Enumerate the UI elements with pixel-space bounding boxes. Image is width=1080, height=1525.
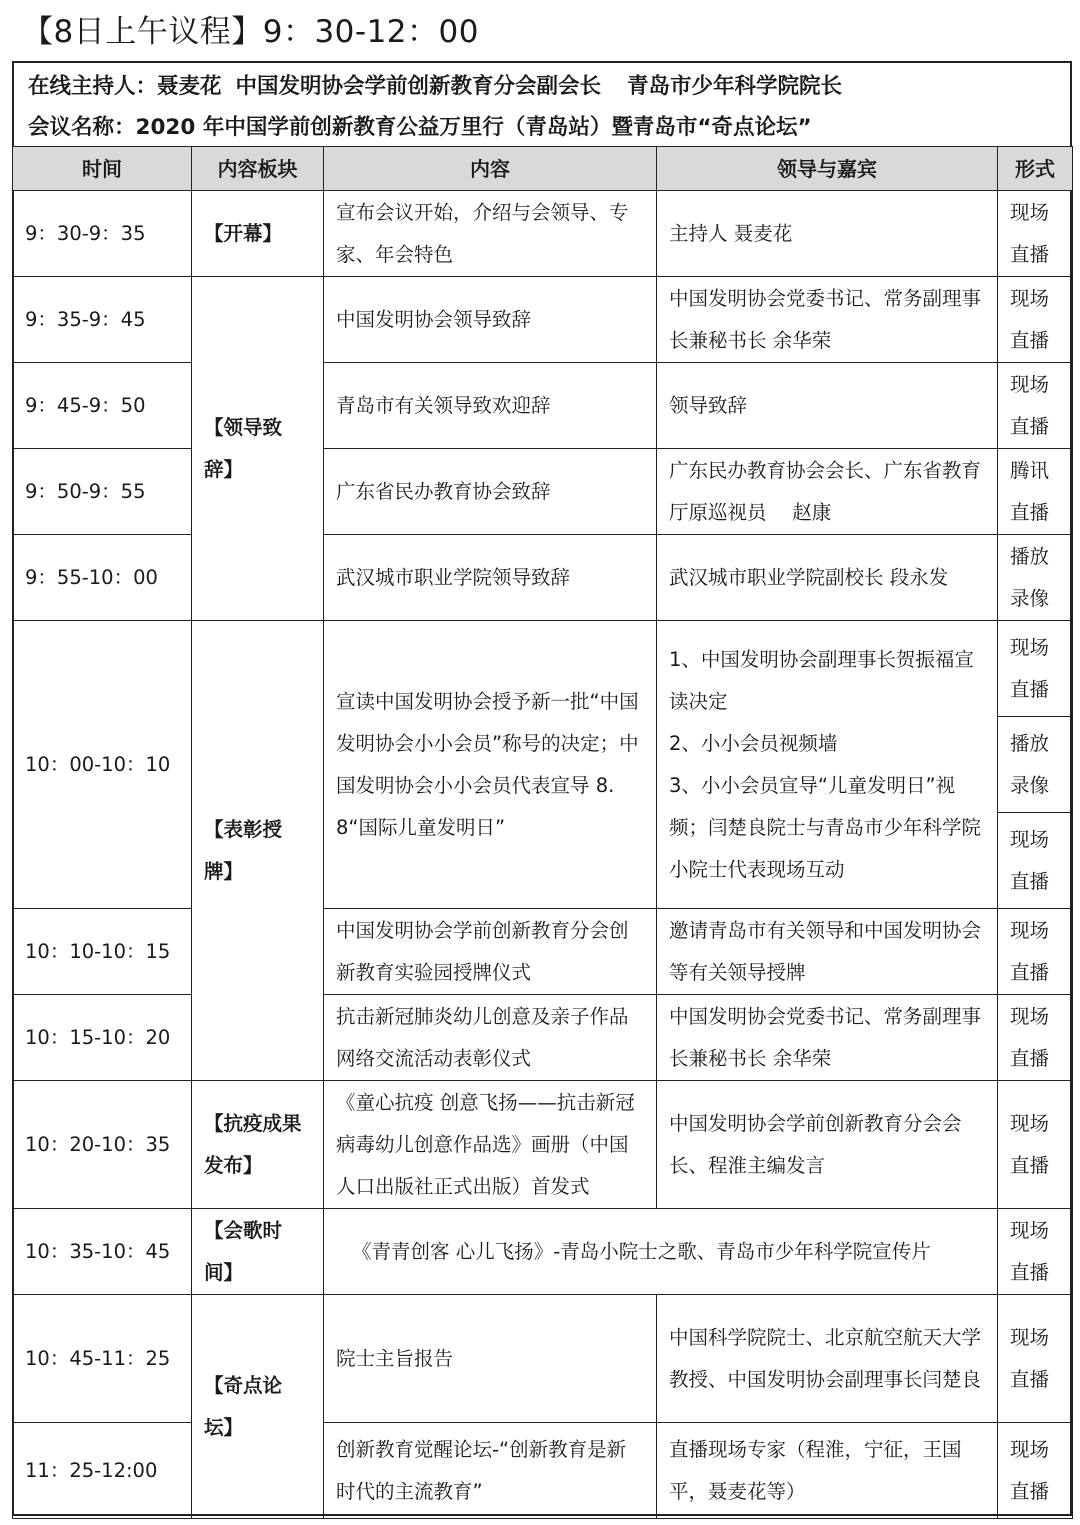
- meeting-name: 2020 年中国学前创新教育公益万里行（青岛站）暨青岛市“奇点论坛”: [135, 115, 812, 140]
- header-form: 形式: [998, 147, 1073, 191]
- row-time: 9：55-10：00: [13, 535, 192, 621]
- row-form: 现场直播: [998, 813, 1073, 909]
- row-content: 宣读中国发明协会授予新一批“中国发明协会小小会员”称号的决定；中国发明协会小小会员代表宣导 8.8“国际儿童发明日”: [324, 621, 657, 909]
- row-time: 10：45-11：25: [13, 1295, 192, 1423]
- host-line: [28, 69, 842, 100]
- meeting-label: 会议名称：: [28, 115, 136, 140]
- row-form: 播放录像: [998, 535, 1073, 621]
- page-title: 【8日上午议程】9：30-12：00: [22, 14, 479, 50]
- table-row: [13, 363, 1073, 449]
- header-content: 内容: [324, 147, 657, 191]
- table-row: [13, 191, 1073, 277]
- row-form: 现场直播: [998, 1081, 1073, 1209]
- table-row: [13, 909, 1073, 995]
- block-award: 【表彰授牌】: [192, 621, 324, 1081]
- table-row: [13, 995, 1073, 1081]
- row-guest: 武汉城市职业学院副校长 段永发: [657, 535, 998, 621]
- header-block: 内容板块: [192, 147, 324, 191]
- row-content: 抗击新冠肺炎幼儿创意及亲子作品网络交流活动表彰仪式: [324, 995, 657, 1081]
- row-content: 武汉城市职业学院领导致辞: [324, 535, 657, 621]
- row-form: 现场直播: [998, 621, 1073, 717]
- block-song: 【会歌时间】: [192, 1209, 324, 1295]
- row-time: 10：35-10：45: [13, 1209, 192, 1295]
- row-content: 中国发明协会学前创新教育分会创新教育实验园授牌仪式: [324, 909, 657, 995]
- block-open: 【开幕】: [192, 191, 324, 277]
- row-guest: 主持人 聂麦花: [657, 191, 998, 277]
- row-form: 现场直播: [998, 995, 1073, 1081]
- row-form: 播放录像: [998, 717, 1073, 813]
- row-guest: 中国科学院院士、北京航空航天大学教授、中国发明协会副理事长闫楚良: [657, 1295, 998, 1423]
- row-content: 青岛市有关领导致欢迎辞: [324, 363, 657, 449]
- row-time: 10：00-10：10: [13, 621, 192, 909]
- meeting-line: [28, 110, 812, 141]
- block-forum: 【奇点论坛】: [192, 1295, 324, 1519]
- row-guest: 中国发明协会党委书记、常务副理事长兼秘书长 余华荣: [657, 995, 998, 1081]
- row-time: 11：25-12:00: [13, 1423, 192, 1519]
- row-time: 10：10-10：15: [13, 909, 192, 995]
- block-speech: 【领导致辞】: [192, 277, 324, 621]
- host-name: 聂麦花: [157, 74, 222, 99]
- row-guest: 领导致辞: [657, 363, 998, 449]
- table-row: [13, 277, 1073, 363]
- row-guest: 1、中国发明协会副理事长贺振福宣读决定 2、小小会员视频墙 3、小小会员宣导“儿童发明日”视频；闫楚良院士与青岛市少年科学院小院士代表现场互动: [657, 621, 998, 909]
- row-guest: 广东民办教育协会会长、广东省教育厅原巡视员 赵康: [657, 449, 998, 535]
- row-form: 现场直播: [998, 1209, 1073, 1295]
- row-content: 院士主旨报告: [324, 1295, 657, 1423]
- table-row: [13, 1209, 1073, 1295]
- header-guest: 领导与嘉宾: [657, 147, 998, 191]
- row-time: 9：45-9：50: [13, 363, 192, 449]
- row-guest: 直播现场专家（程淮，宁征，王国平，聂麦花等）: [657, 1423, 998, 1519]
- table-row: [13, 535, 1073, 621]
- table-row: [13, 621, 1073, 717]
- host-title-2: 青岛市少年科学院院长: [627, 74, 843, 99]
- row-form: 现场直播: [998, 909, 1073, 995]
- row-form: 腾讯直播: [998, 449, 1073, 535]
- row-form: 现场直播: [998, 191, 1073, 277]
- row-guest: 中国发明协会党委书记、常务副理事长兼秘书长 余华荣: [657, 277, 998, 363]
- row-content: 《青青创客 心儿飞扬》-青岛小院士之歌、青岛市少年科学院宣传片: [324, 1209, 998, 1295]
- row-form: 现场直播: [998, 1295, 1073, 1423]
- header-time: 时间: [13, 147, 192, 191]
- row-content: 宣布会议开始，介绍与会领导、专家、年会特色: [324, 191, 657, 277]
- row-content: 《童心抗疫 创意飞扬——抗击新冠病毒幼儿创意作品选》画册（中国人口出版社正式出版）首发式: [324, 1081, 657, 1209]
- row-form: 现场直播: [998, 1423, 1073, 1519]
- block-epidemic: 【抗疫成果发布】: [192, 1081, 324, 1209]
- table-row: [13, 1423, 1073, 1519]
- table-row: [13, 1295, 1073, 1423]
- table-row: [13, 449, 1073, 535]
- host-title-1: 中国发明协会学前创新教育分会副会长: [235, 74, 602, 99]
- table-row: [13, 1081, 1073, 1209]
- row-content: 创新教育觉醒论坛-“创新教育是新时代的主流教育”: [324, 1423, 657, 1519]
- host-label: 在线主持人：: [28, 74, 158, 99]
- row-time: 9：35-9：45: [13, 277, 192, 363]
- row-time: 10：15-10：20: [13, 995, 192, 1081]
- row-time: 9：30-9：35: [13, 191, 192, 277]
- row-form: 现场直播: [998, 277, 1073, 363]
- row-form: 现场直播: [998, 363, 1073, 449]
- row-content: 广东省民办教育协会致辞: [324, 449, 657, 535]
- table-header-row: [13, 147, 1073, 191]
- row-content: 中国发明协会领导致辞: [324, 277, 657, 363]
- row-guest: 中国发明协会学前创新教育分会会长、程淮主编发言: [657, 1081, 998, 1209]
- row-time: 10：20-10：35: [13, 1081, 192, 1209]
- row-guest: 邀请青岛市有关领导和中国发明协会等有关领导授牌: [657, 909, 998, 995]
- row-time: 9：50-9：55: [13, 449, 192, 535]
- agenda-table: [12, 146, 1073, 1519]
